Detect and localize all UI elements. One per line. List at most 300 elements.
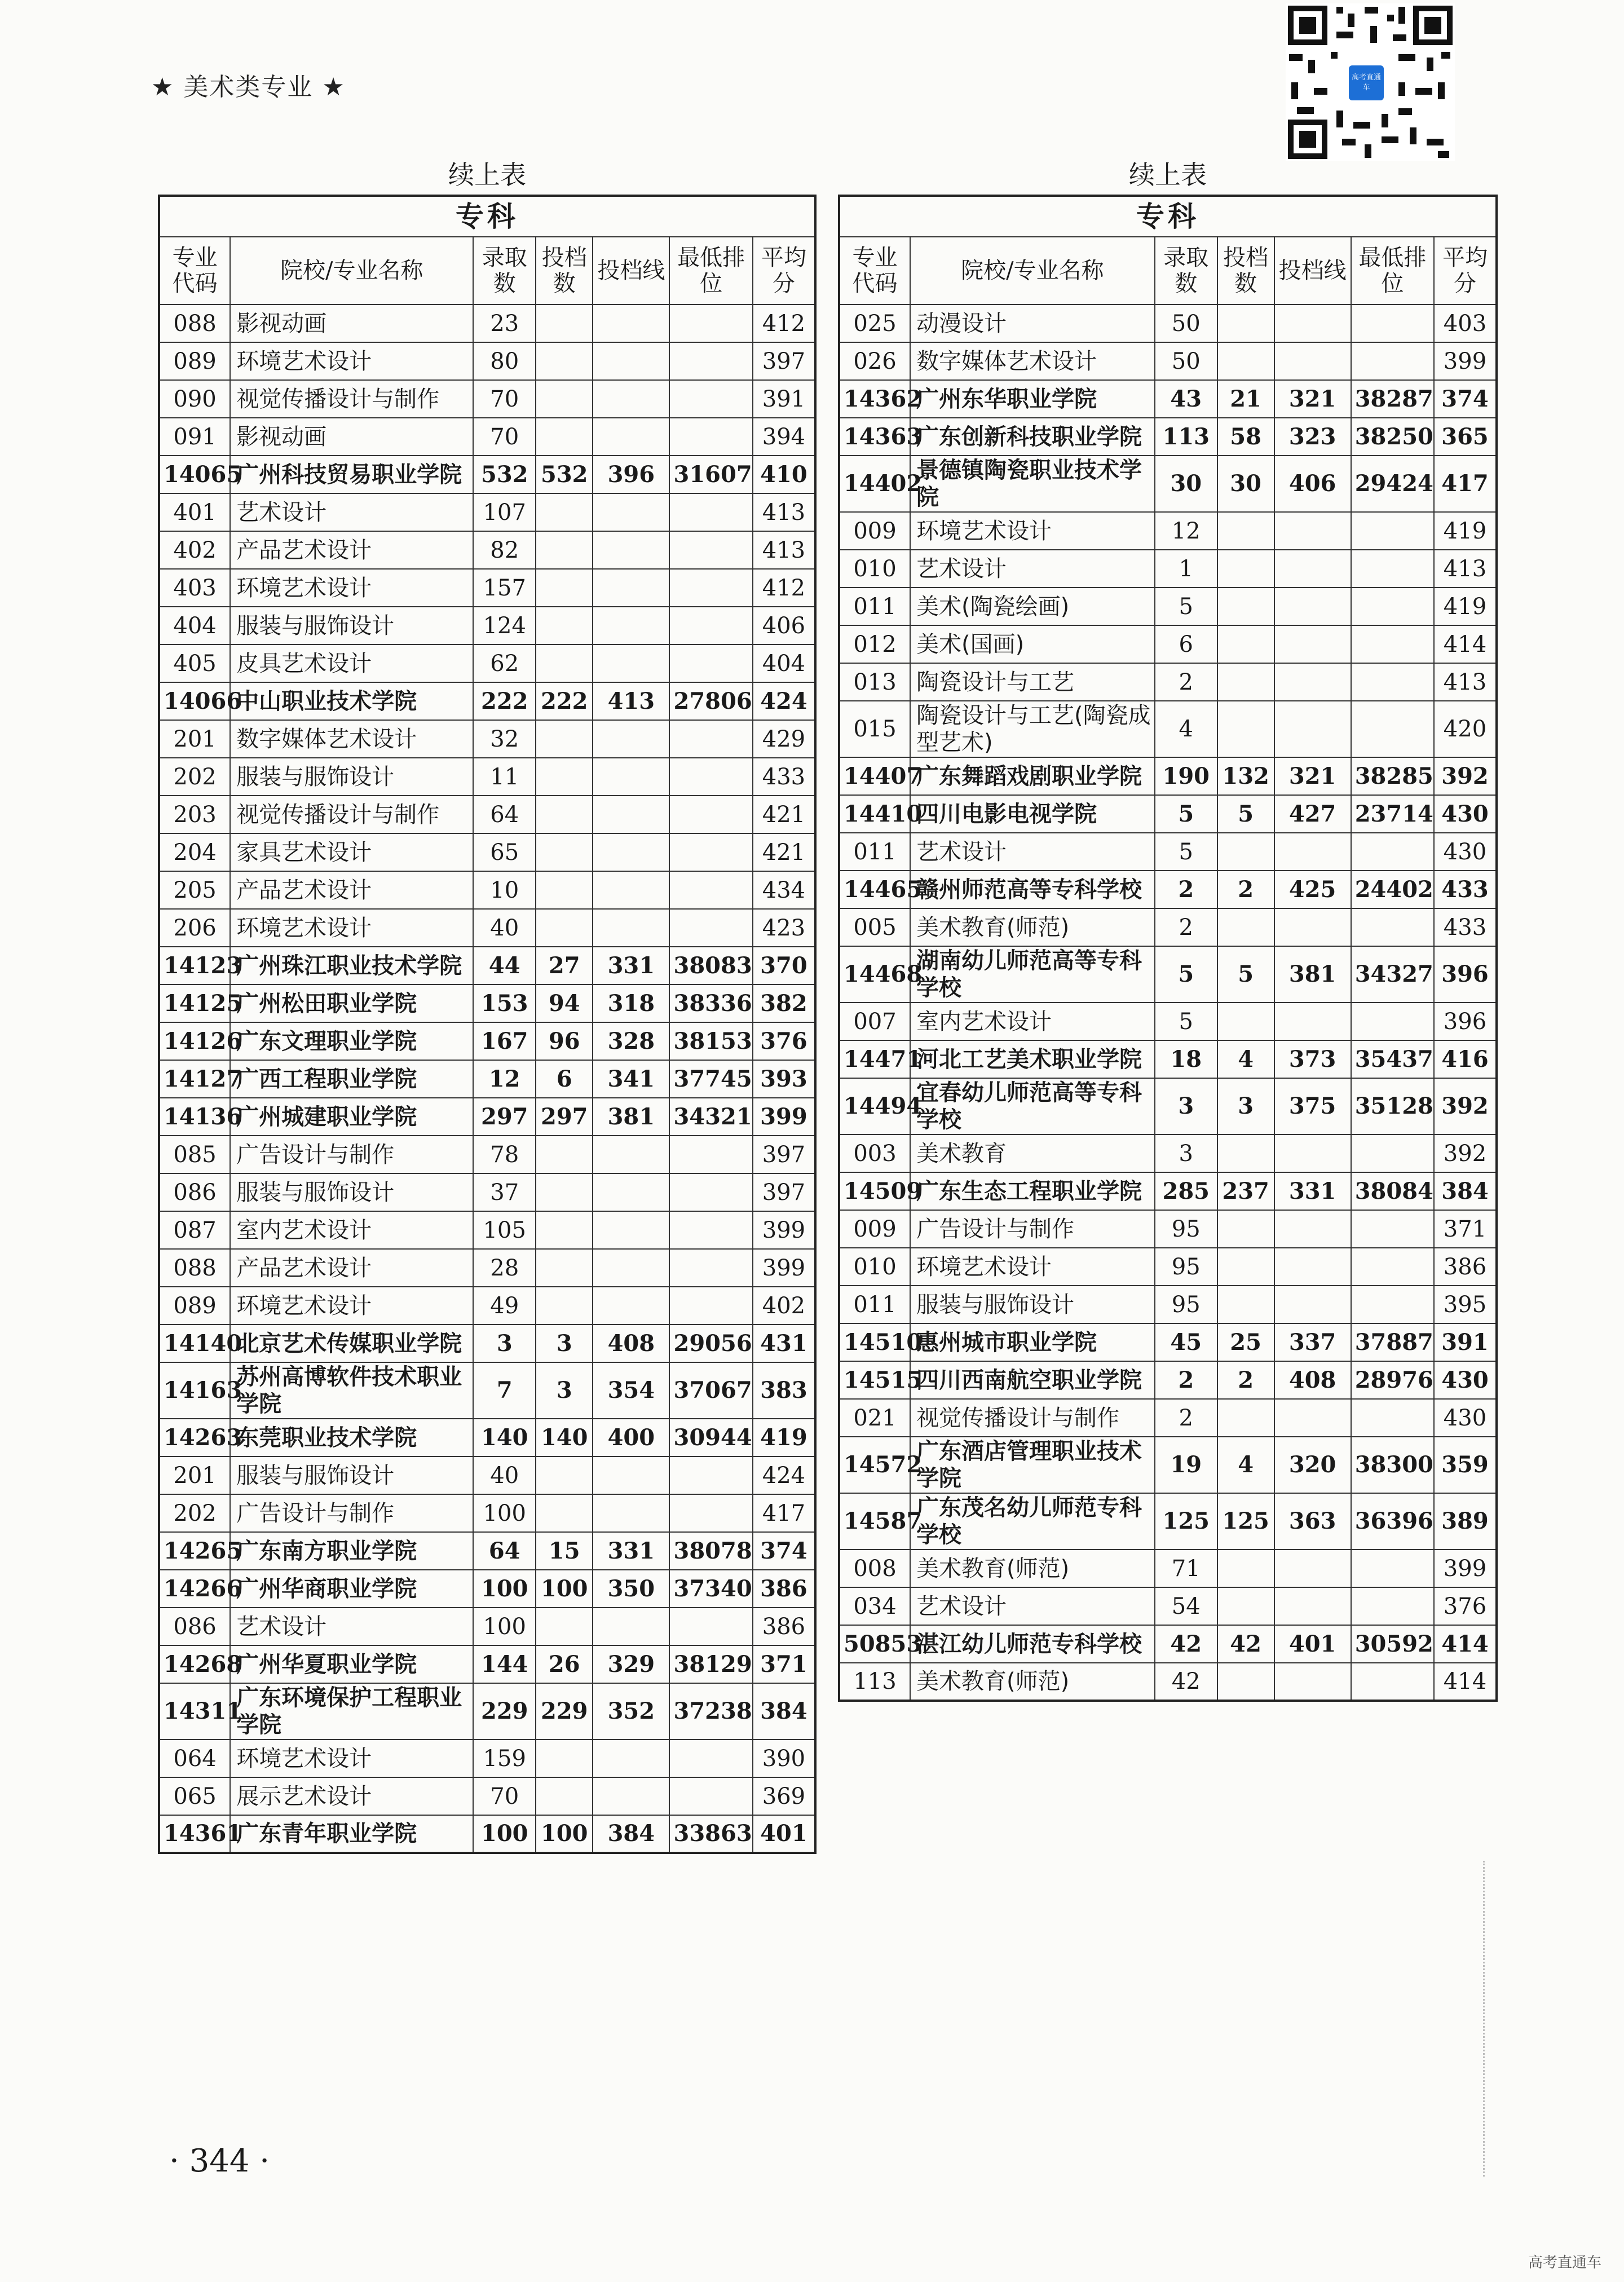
cell-code: 025 (839, 304, 910, 342)
cell-line: 375 (1274, 1078, 1351, 1135)
cell-avg: 413 (1434, 663, 1497, 701)
major-row (159, 304, 815, 342)
cell-avg: 401 (753, 1815, 815, 1853)
cell-avg: 399 (1434, 342, 1497, 380)
cell-admitted: 80 (473, 342, 536, 380)
cell-avg: 433 (753, 758, 815, 796)
cell-admitted: 18 (1155, 1040, 1217, 1078)
cell-submitted: 140 (536, 1419, 593, 1456)
cell-name: 家具艺术设计 (230, 833, 473, 871)
cell-line (1274, 625, 1351, 663)
cell-name: 广州华夏职业学院 (230, 1645, 473, 1683)
cell-line: 381 (593, 1098, 669, 1136)
cell-admitted: 159 (473, 1740, 536, 1777)
school-row (839, 1493, 1497, 1550)
cell-rank (669, 1136, 752, 1173)
cell-name: 景德镇陶瓷职业技术学院 (910, 456, 1155, 512)
cell-code: 205 (159, 871, 230, 909)
school-row (159, 1098, 815, 1136)
cell-avg: 386 (753, 1570, 815, 1608)
cell-admitted: 42 (1155, 1625, 1217, 1663)
cell-code: 14140 (159, 1325, 230, 1362)
cell-admitted: 6 (1155, 625, 1217, 663)
major-row (839, 1003, 1497, 1040)
cell-line: 318 (593, 985, 669, 1022)
cell-line (593, 1136, 669, 1173)
cell-name: 苏州高博软件技术职业学院 (230, 1362, 473, 1419)
cell-avg: 403 (1434, 304, 1497, 342)
cell-line: 323 (1274, 418, 1351, 456)
cell-line (593, 531, 669, 569)
cell-line (1274, 304, 1351, 342)
cell-line (593, 645, 669, 682)
cell-line (593, 493, 669, 531)
cell-avg: 384 (1434, 1172, 1497, 1210)
cell-line (1274, 1003, 1351, 1040)
cell-rank: 38083 (669, 947, 752, 985)
cell-rank (669, 531, 752, 569)
school-row (159, 947, 815, 985)
cell-rank: 38078 (669, 1532, 752, 1570)
cell-rank (669, 796, 752, 833)
major-row (839, 1663, 1497, 1701)
school-row (839, 1361, 1497, 1399)
cell-code: 14311 (159, 1683, 230, 1740)
cell-rank: 27806 (669, 682, 752, 720)
school-row (159, 682, 815, 720)
cell-admitted: 5 (1155, 946, 1217, 1003)
cell-submitted (536, 645, 593, 682)
cell-name: 艺术设计 (230, 493, 473, 531)
cell-submitted: 297 (536, 1098, 593, 1136)
cell-avg: 421 (753, 833, 815, 871)
cell-code: 14465 (839, 871, 910, 908)
cell-avg: 414 (1434, 625, 1497, 663)
cell-line: 331 (1274, 1172, 1351, 1210)
school-row (839, 380, 1497, 418)
cell-admitted: 2 (1155, 871, 1217, 908)
cell-code: 14127 (159, 1060, 230, 1098)
cell-submitted (536, 569, 593, 607)
cell-name: 皮具艺术设计 (230, 645, 473, 682)
cell-rank (669, 304, 752, 342)
cell-rank: 23714 (1351, 795, 1434, 833)
cell-line: 354 (593, 1362, 669, 1419)
cell-name: 艺术设计 (230, 1608, 473, 1645)
cell-submitted (536, 607, 593, 645)
cell-admitted: 2 (1155, 1361, 1217, 1399)
cell-submitted: 30 (1217, 456, 1274, 512)
cell-rank: 36396 (1351, 1493, 1434, 1550)
cell-submitted (536, 1249, 593, 1287)
cell-line: 408 (1274, 1361, 1351, 1399)
cell-rank: 34321 (669, 1098, 752, 1136)
col-header-rank: 最低排位 (1351, 237, 1434, 304)
school-row (159, 1022, 815, 1060)
cell-admitted: 157 (473, 569, 536, 607)
cell-admitted: 5 (1155, 1003, 1217, 1040)
cell-line (1274, 1587, 1351, 1625)
cell-submitted (1217, 1248, 1274, 1286)
cell-admitted: 12 (1155, 512, 1217, 550)
school-row (839, 946, 1497, 1003)
cell-admitted: 32 (473, 720, 536, 758)
major-row (159, 1494, 815, 1532)
cell-avg: 423 (753, 909, 815, 947)
cell-rank (669, 493, 752, 531)
left-table-body (159, 304, 815, 1853)
cell-submitted (1217, 625, 1274, 663)
cell-admitted: 297 (473, 1098, 536, 1136)
cell-code: 14125 (159, 985, 230, 1022)
cell-submitted: 25 (1217, 1323, 1274, 1361)
cell-submitted: 4 (1217, 1040, 1274, 1078)
cell-rank: 35437 (1351, 1040, 1434, 1078)
cell-admitted: 5 (1155, 588, 1217, 625)
cell-rank (1351, 1210, 1434, 1248)
cell-avg: 430 (1434, 795, 1497, 833)
cell-code: 401 (159, 493, 230, 531)
cell-code: 14515 (839, 1361, 910, 1399)
col-header-name: 院校/专业名称 (910, 237, 1155, 304)
cell-admitted: 95 (1155, 1248, 1217, 1286)
cell-submitted (536, 304, 593, 342)
cell-admitted: 144 (473, 1645, 536, 1683)
margin-dots (1483, 1861, 1487, 2177)
major-row (159, 380, 815, 418)
major-row (159, 758, 815, 796)
cell-line: 321 (1274, 757, 1351, 795)
cell-rank: 24402 (1351, 871, 1434, 908)
cell-avg: 399 (753, 1211, 815, 1249)
cell-rank (669, 418, 752, 456)
cell-rank (1351, 1003, 1434, 1040)
cell-rank (669, 758, 752, 796)
cell-avg: 386 (1434, 1248, 1497, 1286)
cell-line (593, 758, 669, 796)
cell-line (593, 1494, 669, 1532)
cell-name: 影视动画 (230, 418, 473, 456)
cell-admitted: 40 (473, 1456, 536, 1494)
school-row (839, 1040, 1497, 1078)
cell-code: 203 (159, 796, 230, 833)
cell-name: 美术教育(师范) (910, 908, 1155, 946)
cell-avg: 412 (753, 304, 815, 342)
cell-avg: 393 (753, 1060, 815, 1098)
cell-avg: 429 (753, 720, 815, 758)
cell-admitted: 124 (473, 607, 536, 645)
major-row (159, 1777, 815, 1815)
col-header-code: 专业代码 (159, 237, 230, 304)
cell-avg: 374 (753, 1532, 815, 1570)
school-row (839, 418, 1497, 456)
major-row (159, 871, 815, 909)
cell-name: 广西工程职业学院 (230, 1060, 473, 1098)
cell-avg: 416 (1434, 1040, 1497, 1078)
cell-code: 14123 (159, 947, 230, 985)
cell-rank: 38129 (669, 1645, 752, 1683)
cell-name: 广东创新科技职业学院 (910, 418, 1155, 456)
cell-avg: 384 (753, 1683, 815, 1740)
section-label: ★ 美术类专业 ★ (151, 73, 346, 101)
cell-name: 赣州师范高等专科学校 (910, 871, 1155, 908)
major-row (839, 1248, 1497, 1286)
cell-admitted: 140 (473, 1419, 536, 1456)
cell-code: 026 (839, 342, 910, 380)
cell-name: 服装与服饰设计 (910, 1286, 1155, 1323)
cell-line (593, 1173, 669, 1211)
cell-submitted: 58 (1217, 418, 1274, 456)
cell-avg: 394 (753, 418, 815, 456)
cell-avg: 369 (753, 1777, 815, 1815)
cell-submitted: 237 (1217, 1172, 1274, 1210)
cell-name: 服装与服饰设计 (230, 1456, 473, 1494)
cell-line: 406 (1274, 456, 1351, 512)
major-row (839, 342, 1497, 380)
cell-name: 广州东华职业学院 (910, 380, 1155, 418)
cell-line: 413 (593, 682, 669, 720)
cell-line (593, 1211, 669, 1249)
cell-code: 14362 (839, 380, 910, 418)
cell-code: 085 (159, 1136, 230, 1173)
cell-admitted: 190 (1155, 757, 1217, 795)
cell-code: 14136 (159, 1098, 230, 1136)
major-row (839, 1399, 1497, 1437)
cell-name: 广州城建职业学院 (230, 1098, 473, 1136)
cell-name: 视觉传播设计与制作 (230, 380, 473, 418)
major-row (159, 1456, 815, 1494)
cell-admitted: 3 (473, 1325, 536, 1362)
cell-avg: 413 (753, 493, 815, 531)
cell-name: 环境艺术设计 (230, 1740, 473, 1777)
cell-name: 广州科技贸易职业学院 (230, 456, 473, 493)
cell-submitted: 94 (536, 985, 593, 1022)
cell-admitted: 62 (473, 645, 536, 682)
cell-admitted: 30 (1155, 456, 1217, 512)
cell-code: 010 (839, 1248, 910, 1286)
major-row (159, 607, 815, 645)
col-header-code: 专业代码 (839, 237, 910, 304)
band-title: 专科 (839, 196, 1497, 237)
cell-code: 14066 (159, 682, 230, 720)
cell-code: 14471 (839, 1040, 910, 1078)
cell-admitted: 43 (1155, 380, 1217, 418)
cell-name: 美术教育(师范) (910, 1550, 1155, 1587)
cell-code: 089 (159, 1287, 230, 1325)
cell-submitted (1217, 588, 1274, 625)
cell-avg: 419 (1434, 512, 1497, 550)
cell-submitted: 125 (1217, 1493, 1274, 1550)
cell-rank (669, 342, 752, 380)
cell-rank (669, 1456, 752, 1494)
cell-submitted (536, 758, 593, 796)
cell-admitted: 285 (1155, 1172, 1217, 1210)
cell-submitted: 96 (536, 1022, 593, 1060)
cell-admitted: 50 (1155, 304, 1217, 342)
cell-code: 003 (839, 1135, 910, 1172)
cell-admitted: 532 (473, 456, 536, 493)
admission-table-left (158, 195, 817, 1854)
cell-code: 14265 (159, 1532, 230, 1570)
major-row (839, 588, 1497, 625)
cell-line (593, 1740, 669, 1777)
cell-admitted: 4 (1155, 701, 1217, 757)
cell-name: 室内艺术设计 (230, 1211, 473, 1249)
cell-avg: 391 (1434, 1323, 1497, 1361)
cell-submitted (1217, 342, 1274, 380)
cell-rank (669, 1287, 752, 1325)
school-row (839, 871, 1497, 908)
cell-admitted: 71 (1155, 1550, 1217, 1587)
qr-code (1286, 3, 1455, 161)
cell-avg: 430 (1434, 833, 1497, 871)
cell-line (1274, 1210, 1351, 1248)
major-row (159, 1249, 815, 1287)
cell-code: 14361 (159, 1815, 230, 1853)
cell-code: 14363 (839, 418, 910, 456)
cell-code: 090 (159, 380, 230, 418)
school-row (839, 1078, 1497, 1135)
cell-name: 广东舞蹈戏剧职业学院 (910, 757, 1155, 795)
cell-avg: 410 (753, 456, 815, 493)
major-row (839, 908, 1497, 946)
cell-admitted: 2 (1155, 1399, 1217, 1437)
cell-line: 400 (593, 1419, 669, 1456)
cell-submitted: 15 (536, 1532, 593, 1570)
cell-line (593, 1456, 669, 1494)
cell-name: 广州珠江职业技术学院 (230, 947, 473, 985)
cell-admitted: 5 (1155, 795, 1217, 833)
cell-rank (669, 607, 752, 645)
cell-submitted (536, 1740, 593, 1777)
cell-admitted: 3 (1155, 1078, 1217, 1135)
col-header-line: 投档线 (1274, 237, 1351, 304)
cell-name: 广东青年职业学院 (230, 1815, 473, 1853)
left-table-block (158, 155, 817, 1854)
cell-name: 影视动画 (230, 304, 473, 342)
major-row (159, 418, 815, 456)
cell-submitted (536, 1173, 593, 1211)
cell-code: 088 (159, 1249, 230, 1287)
cell-avg: 390 (753, 1740, 815, 1777)
continued-label-left: 续上表 (448, 160, 526, 190)
cell-name: 视觉传播设计与制作 (910, 1399, 1155, 1437)
cell-admitted: 54 (1155, 1587, 1217, 1625)
cell-line: 328 (593, 1022, 669, 1060)
cell-code: 015 (839, 701, 910, 757)
cell-code: 50853 (839, 1625, 910, 1663)
right-table-body (839, 304, 1497, 1701)
cell-rank: 38084 (1351, 1172, 1434, 1210)
cell-line (1274, 588, 1351, 625)
cell-rank (1351, 342, 1434, 380)
cell-submitted (536, 871, 593, 909)
cell-avg: 365 (1434, 418, 1497, 456)
cell-admitted: 95 (1155, 1286, 1217, 1323)
cell-name: 广告设计与制作 (910, 1210, 1155, 1248)
cell-line: 331 (593, 947, 669, 985)
cell-admitted: 100 (473, 1494, 536, 1532)
cell-name: 中山职业技术学院 (230, 682, 473, 720)
school-row (159, 1532, 815, 1570)
major-row (159, 1740, 815, 1777)
major-row (839, 1550, 1497, 1587)
cell-code: 089 (159, 342, 230, 380)
footer-brand: 高考直通车 (1528, 2254, 1601, 2271)
cell-submitted (1217, 701, 1274, 757)
cell-code: 14268 (159, 1645, 230, 1683)
cell-submitted (1217, 1587, 1274, 1625)
cell-line (1274, 833, 1351, 871)
cell-admitted: 70 (473, 418, 536, 456)
cell-admitted: 23 (473, 304, 536, 342)
cell-avg: 392 (1434, 1078, 1497, 1135)
cell-rank (1351, 908, 1434, 946)
cell-name: 美术(陶瓷绘画) (910, 588, 1155, 625)
cell-rank (669, 1211, 752, 1249)
cell-rank (669, 720, 752, 758)
cell-rank (1351, 304, 1434, 342)
major-row (839, 833, 1497, 871)
major-row (159, 909, 815, 947)
cell-code: 404 (159, 607, 230, 645)
cell-name: 河北工艺美术职业学院 (910, 1040, 1155, 1078)
cell-line (1274, 908, 1351, 946)
cell-avg: 392 (1434, 757, 1497, 795)
cell-submitted (536, 1287, 593, 1325)
cell-admitted: 10 (473, 871, 536, 909)
cell-name: 四川电影电视学院 (910, 795, 1155, 833)
cell-submitted (536, 531, 593, 569)
cell-avg: 399 (753, 1249, 815, 1287)
major-row (839, 1286, 1497, 1323)
cell-rank (669, 1777, 752, 1815)
cell-code: 14572 (839, 1437, 910, 1493)
cell-code: 14402 (839, 456, 910, 512)
cell-avg: 370 (753, 947, 815, 985)
major-row (159, 1136, 815, 1173)
cell-line (593, 871, 669, 909)
cell-line (593, 1287, 669, 1325)
cell-rank (1351, 1663, 1434, 1701)
cell-submitted: 132 (1217, 757, 1274, 795)
cell-code: 403 (159, 569, 230, 607)
cell-line (1274, 663, 1351, 701)
cell-submitted: 21 (1217, 380, 1274, 418)
cell-line: 363 (1274, 1493, 1351, 1550)
cell-submitted (1217, 663, 1274, 701)
cell-rank: 38153 (669, 1022, 752, 1060)
major-row (839, 625, 1497, 663)
cell-name: 环境艺术设计 (910, 1248, 1155, 1286)
cell-admitted: 12 (473, 1060, 536, 1098)
major-row (159, 1287, 815, 1325)
cell-name: 展示艺术设计 (230, 1777, 473, 1815)
cell-name: 广告设计与制作 (230, 1136, 473, 1173)
cell-line: 337 (1274, 1323, 1351, 1361)
cell-avg: 421 (753, 796, 815, 833)
school-row (839, 1625, 1497, 1663)
cell-avg: 396 (1434, 946, 1497, 1003)
cell-line (593, 1608, 669, 1645)
major-row (839, 1587, 1497, 1625)
cell-line (1274, 512, 1351, 550)
cell-name: 数字媒体艺术设计 (910, 342, 1155, 380)
cell-code: 011 (839, 833, 910, 871)
cell-rank (1351, 1550, 1434, 1587)
cell-avg: 397 (753, 342, 815, 380)
col-header-avg: 平均分 (753, 237, 815, 304)
